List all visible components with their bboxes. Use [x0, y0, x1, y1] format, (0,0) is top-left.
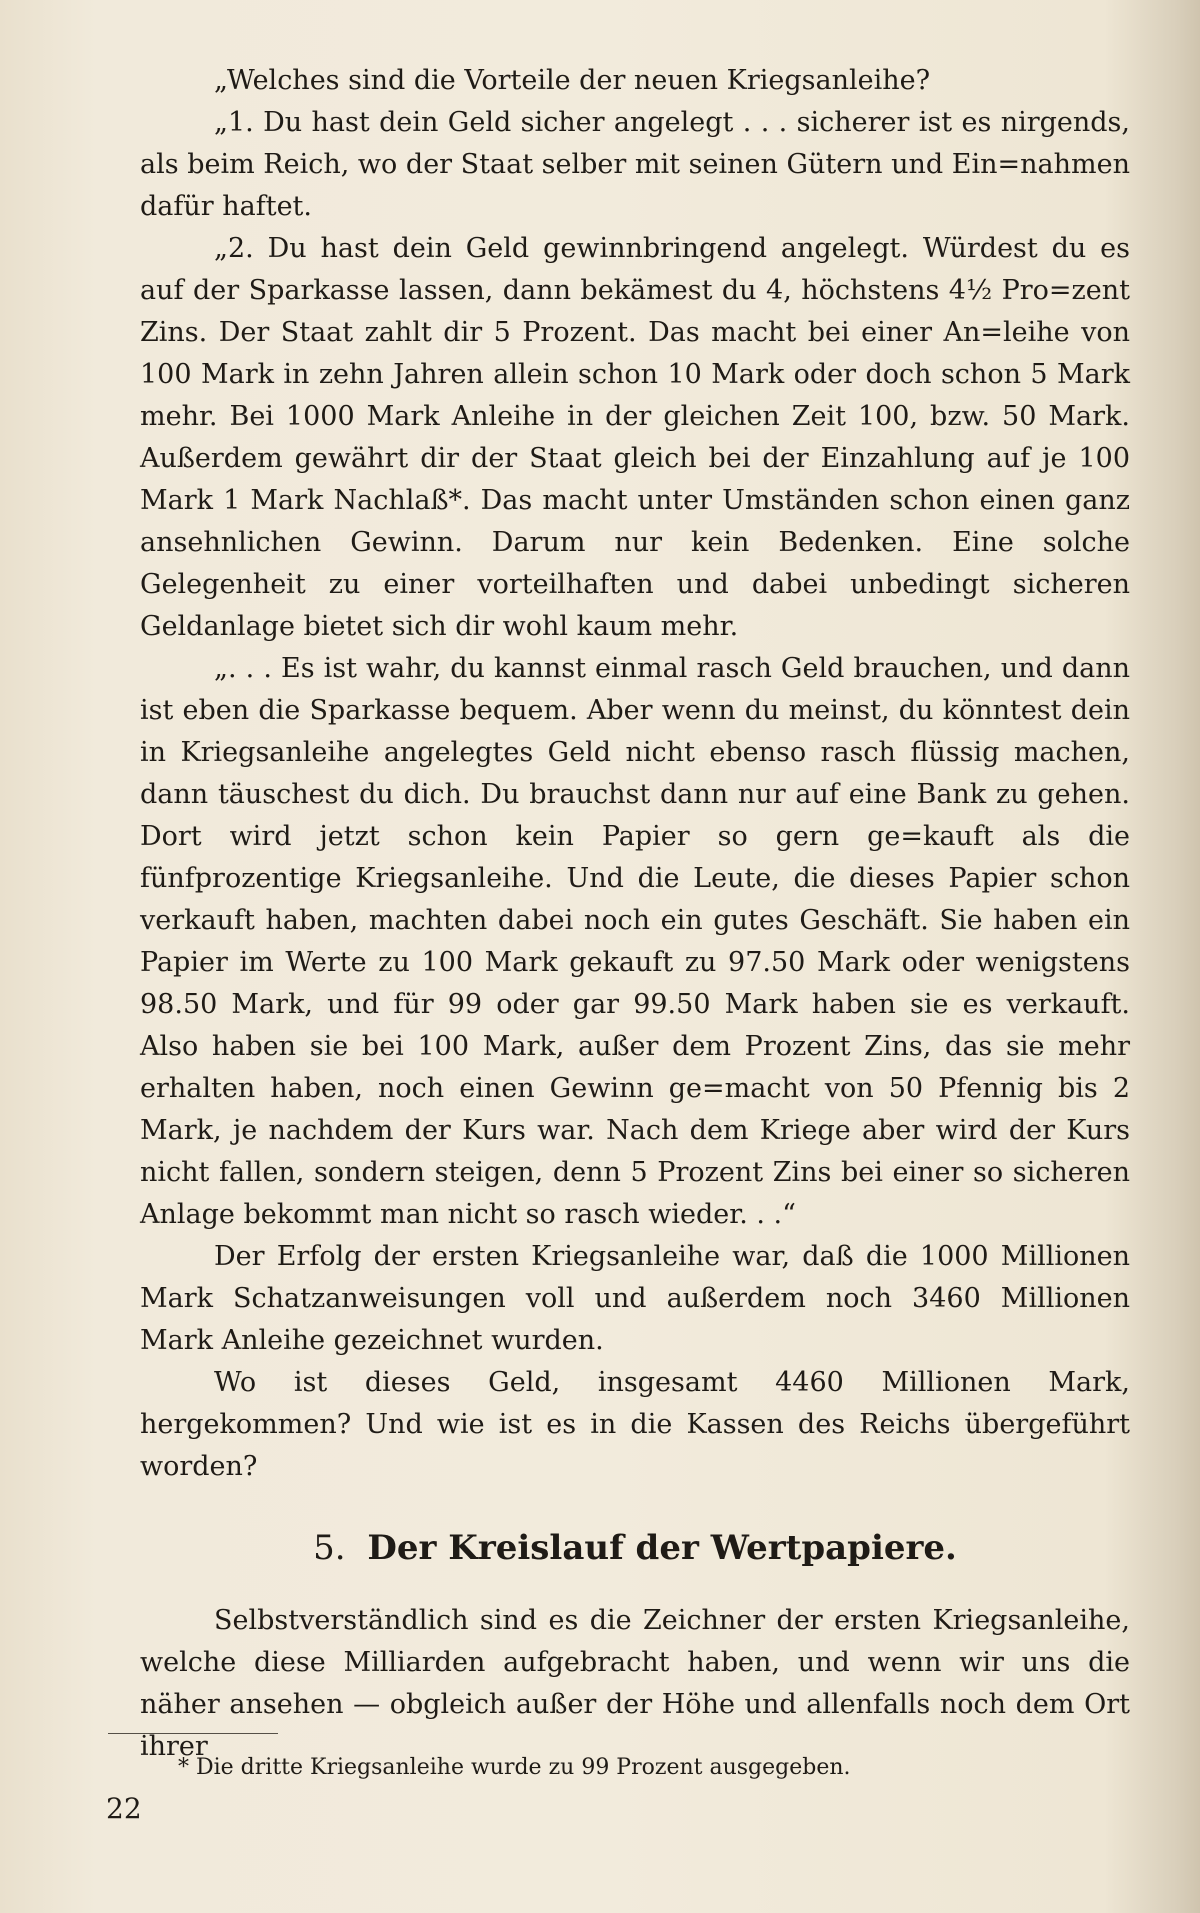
paragraph-erfolg: Der Erfolg der ersten Kriegsanleihe war, daß die 1000 Millionen Mark Schatzanweisungen voll und außerdem noch 3460 Millionen Mark Anleihe gezeichnet wurden.: [140, 1241, 1130, 1356]
footnote-divider: [108, 1733, 278, 1734]
section-heading: [140, 1526, 1130, 1570]
paragraph-point-2: „2. Du hast dein Geld gewinnbringend angelegt. Würdest du es auf der Sparkasse lassen, dann bekämest du 4, höchstens 4½ Pro=zent Zins. Der Staat zahlt dir 5 Prozent. Das macht bei einer An=leihe von 100 Mark in zehn Jahren allein schon 10 Mark oder doch schon 5 Mark mehr. Bei 1000 Mark Anleihe in der gleichen Zeit 100, bzw. 50 Mark. Außerdem gewährt dir der Staat gleich bei der Einzahlung auf je 100 Mark 1 Mark Nachlaß*. Das macht unter Umständen schon einen ganz ansehnlichen Gewinn. Darum nur kein Bedenken. Eine solche Gelegenheit zu einer vorteilhaften und dabei unbedingt sicheren Geldanlage bietet sich dir wohl kaum mehr.: [140, 233, 1130, 642]
paragraph-frage: Wo ist dieses Geld, insgesamt 4460 Millionen Mark, hergekommen? Und wie ist es in die Kassen des Reichs übergeführt worden?: [140, 1367, 1130, 1482]
body-text: [140, 60, 1130, 1768]
paragraph-section-intro: Selbstverständlich sind es die Zeichner der ersten Kriegsanleihe, welche diese Milliarden aufgebracht haben, und wenn wir uns die näher ansehen — obgleich außer der Höhe und allenfalls noch dem Ort ihrer: [140, 1605, 1130, 1762]
section-number: 5.: [313, 1528, 346, 1568]
section-title: Der Kreislauf der Wertpapiere.: [367, 1528, 957, 1568]
page-number: 22: [106, 1792, 142, 1825]
paragraph-question: „Welches sind die Vorteile der neuen Kriegsanleihe?: [214, 65, 931, 96]
paragraph-sparkasse: „. . . Es ist wahr, du kannst einmal rasch Geld brauchen, und dann ist eben die Sparkasse bequem. Aber wenn du meinst, du könntest dein in Kriegsanleihe angelegtes Geld nicht ebenso rasch flüssig machen, dann täuschest du dich. Du brauchst dann nur auf eine Bank zu gehen. Dort wird jetzt schon kein Papier so gern ge=kauft als die fünfprozentige Kriegsanleihe. Und die Leute, die dieses Papier schon verkauft haben, machten dabei noch ein gutes Geschäft. Sie haben ein Papier im Werte zu 100 Mark gekauft zu 97.50 Mark oder wenigstens 98.50 Mark, und für 99 oder gar 99.50 Mark haben sie es verkauft. Also haben sie bei 100 Mark, außer dem Prozent Zins, das sie mehr erhalten haben, noch einen Gewinn ge=macht von 50 Pfennig bis 2 Mark, je nachdem der Kurs war. Nach dem Kriege aber wird der Kurs nicht fallen, sondern steigen, denn 5 Prozent Zins bei einer so sicheren Anlage bekommt man nicht so rasch wieder. . .“: [140, 653, 1130, 1230]
footnote: * Die dritte Kriegsanleihe wurde zu 99 Prozent ausgegeben.: [178, 1755, 851, 1780]
paragraph-point-1: „1. Du hast dein Geld sicher angelegt . . . sicherer ist es nirgends, als beim Reich, wo der Staat selber mit seinen Gütern und Ein=nahmen dafür haftet.: [140, 107, 1130, 222]
